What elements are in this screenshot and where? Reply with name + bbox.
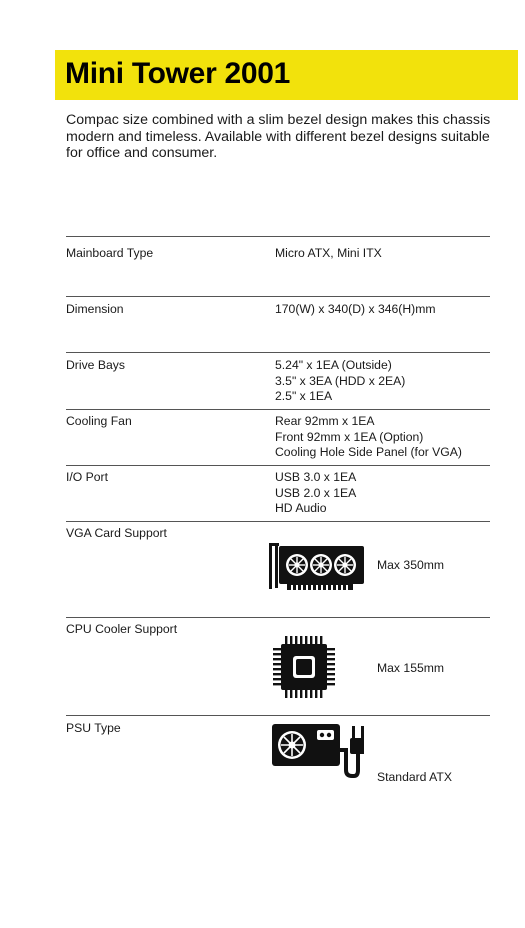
spec-label-psu: PSU Type [66,721,121,735]
divider [66,617,490,618]
divider [66,521,490,522]
divider [66,465,490,466]
title-banner [55,50,518,100]
spec-line: Cooling Hole Side Panel (for VGA) [275,445,462,459]
spec-line: 3.5" x 3EA (HDD x 2EA) [275,373,406,388]
spec-value-cpu-cooler: Max 155mm [377,661,445,675]
divider [66,296,490,297]
cpu-chip-icon [273,636,335,698]
product-description: Compac size combined with a slim bezel design makes this chassis modern and timeless. Available with different bezel designs suitable for office and consumer. [66,112,491,161]
spec-label-drive-bays: Drive Bays [66,358,125,372]
spec-value-psu: Standard ATX [377,770,452,784]
spec-line: USB 3.0 x 1EA [275,470,357,484]
spec-value-dimension [275,302,436,318]
spec-label-cooling-fan: Cooling Fan [66,414,132,428]
divider [66,715,490,716]
spec-line: Front 92mm x 1EA (Option) [275,429,424,444]
spec-label-io-port: I/O Port [66,470,108,484]
spec-value-cooling-fan [275,414,462,461]
spec-line: Micro ATX, Mini ITX [275,246,382,260]
divider [66,236,490,237]
power-supply-icon [272,724,364,778]
spec-label-cpu-cooler: CPU Cooler Support [66,622,178,636]
spec-value-vga: Max 350mm [377,558,445,572]
divider [66,409,490,410]
spec-value-mainboard [275,246,382,262]
spec-value-drive-bays [275,358,405,405]
page-title: Mini Tower 2001 [65,57,291,90]
graphics-card-icon [269,540,366,592]
spec-line: 170(W) x 340(D) x 346(H)mm [275,302,436,316]
spec-line: USB 2.0 x 1EA [275,485,357,500]
spec-line: 2.5" x 1EA [275,389,333,403]
spec-value-io-port [275,470,356,517]
spec-label-vga: VGA Card Support [66,526,167,540]
spec-line: 5.24" x 1EA (Outside) [275,358,392,372]
spec-label-dimension: Dimension [66,302,124,316]
spec-line: Rear 92mm x 1EA [275,414,375,428]
divider [66,352,490,353]
spec-label-mainboard: Mainboard Type [66,246,154,260]
spec-line: HD Audio [275,501,327,515]
